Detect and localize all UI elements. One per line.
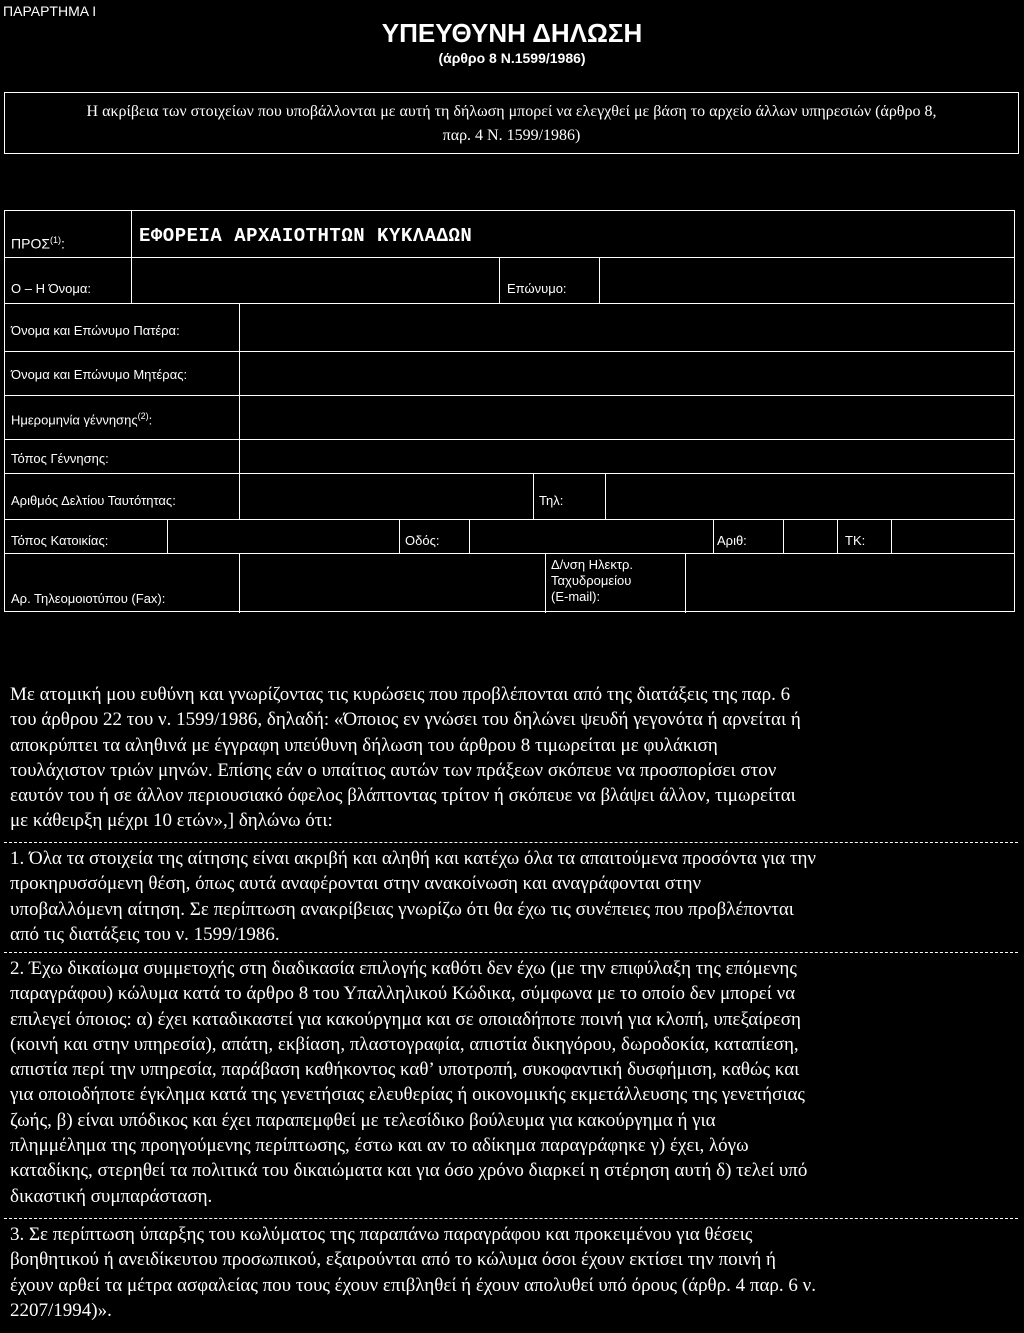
col-divider bbox=[891, 519, 892, 553]
col-divider bbox=[131, 211, 132, 303]
birthplace-field[interactable] bbox=[245, 443, 1005, 469]
postcode-label: ΤΚ: bbox=[845, 533, 866, 548]
residence-label: Τόπος Κατοικίας: bbox=[11, 533, 109, 548]
phone-field[interactable] bbox=[611, 479, 1007, 513]
row-divider bbox=[5, 257, 1014, 258]
row-divider bbox=[5, 439, 1014, 440]
id-number-field[interactable] bbox=[245, 479, 527, 513]
col-divider bbox=[399, 519, 400, 553]
col-divider bbox=[533, 473, 534, 519]
name-label: Ο – Η Όνομα: bbox=[11, 281, 91, 296]
id-number-label: Αριθμός Δελτίου Ταυτότητας: bbox=[11, 493, 176, 508]
row-divider bbox=[5, 473, 1014, 474]
page-title: ΥΠΕΥΘΥΝΗ ΔΗΛΩΣΗ bbox=[381, 18, 643, 48]
birthdate-label: Ημερομηνία γέννησης$^{(2)}$: bbox=[11, 411, 153, 428]
declaration-intro: Με ατομική μου ευθύνη και γνωρίζοντας τις κυρώσεις που προβλέπονται από της διατάξεις της παρ. 6 του άρθρου 22 του ν. 1599/1986, δηλαδή: «Όποιος εν γνώσει του δηλώνει ψευδή γεγονότα ή αρνείται ή αποκρύπτει τα αληθινά με έγγραφη υπεύθυνη δήλωση του άρθρου 8 τιμωρείται με φυλάκιση τουλάχιστον τριών μηνών. Επίσης εάν ο υπαίτιος αυτών των πράξεων σκόπευε να προσπορίσει στον εαυτόν του ή σε άλλον περιουσιακό όφελος βλάπτοντας τρίτον ή σκόπευε να βλάψει άλλον, τιμωρείται με κάθειρξη μέχρι 10 ετών»,] δηλώνω ότι: bbox=[10, 684, 801, 832]
fax-label: Αρ. Τηλεομοιοτύπου (Fax): bbox=[11, 591, 166, 606]
to-label: ΠΡΟΣ$^{(1)}$: bbox=[11, 235, 65, 252]
col-divider bbox=[685, 553, 686, 613]
street-label: Οδός: bbox=[405, 533, 440, 548]
notice-line-1: Η ακρίβεια των στοιχείων που υποβάλλονται με αυτή τη δήλωση μπορεί να ελεγχθεί με βάση το αρχείο άλλων υπηρεσιών (άρθρο 8, bbox=[86, 103, 937, 120]
father-name-label: Όνομα και Επώνυμο Πατέρα: bbox=[11, 323, 180, 338]
col-divider bbox=[469, 519, 470, 553]
annex-label: ΠΑΡΑΡΤΗΜΑ Ι bbox=[3, 3, 97, 19]
col-divider bbox=[783, 519, 784, 553]
notice-line-2: παρ. 4 Ν. 1599/1986) bbox=[442, 127, 581, 144]
declarant-form bbox=[4, 210, 1015, 612]
declaration-item-2: 2. Έχω δικαίωμα συμμετοχής στη διαδικασία επιλογής καθότι δεν έχω (με την επιφύλαξη της επόμενης παραγράφου) κώλυμα κατά το άρθρο 8 του Υπαλληλικού Κώδικα, σύμφωνα με το οποίο δεν μπορεί να επιλεγεί όποιος: α) έχει καταδικαστεί για κακούργημα και σε οποιαδήποτε ποινή για κλοπή, υπεξαίρεση (κοινή και στην υπηρεσία), απάτη, εκβίαση, πλαστογραφία, απιστία δικηγόρου, δωροδοκία, καταπίεση, απιστία περί την υπηρεσία, παράβαση καθήκοντος καθ’ υποτροπή, συκοφαντική δυσφήμιση, καθώς και για οποιοδήποτε έγκλημα κατά της γενετήσιας ελευθερίας ή οικονομικής εκμετάλλευσης της γενετήσιας ζωής, β) είναι υπόδικος και έχει παραπεμφθεί με τελεσίδικο βούλευμα για κακούργημα ή για πλημμέλημα της προηγούμενης περίπτωσης, έστω και αν το αδίκημα παραγράφηκε γ) έχει, λόγω καταδίκης, στερηθεί τα πολιτικά του δικαιώματα και για όσο χρόνο διαρκεί η στέρηση αυτή δ) τελεί υπό δικαστική συμπαράσταση. bbox=[10, 958, 808, 1207]
row-divider bbox=[5, 519, 1014, 520]
row-divider bbox=[5, 553, 1014, 554]
col-divider bbox=[239, 553, 240, 613]
declaration-item-3: 3. Σε περίπτωση ύπαρξης του κωλύματος της παραπάνω παραγράφου και προκειμένου για θέσεις βοηθητικού ή ανειδίκευτου προσωπικού, εξαιρούνται από το κώλυμα όσοι έχουν εκτίσει την ποινή ή έχουν αρθεί τα μέτρα ασφαλείας που τους έχουν επιβληθεί ή έχουν απολυθεί υπό όρους (άρθρ. 4 παρ. 6 ν. 2207/1994)». bbox=[10, 1224, 816, 1321]
col-divider bbox=[605, 473, 606, 519]
to-value: ΕΦΟΡΕΙΑ ΑΡΧΑΙΟΤΗΤΩΝ ΚΥΚΛΑΔΩΝ bbox=[139, 225, 473, 247]
mother-name-field[interactable] bbox=[245, 355, 1005, 391]
col-divider bbox=[167, 519, 168, 553]
phone-label: Τηλ: bbox=[539, 493, 564, 508]
col-divider bbox=[713, 519, 714, 553]
dashed-divider bbox=[4, 1218, 1018, 1219]
birthplace-label: Τόπος Γέννησης: bbox=[11, 451, 109, 466]
row-divider bbox=[5, 351, 1014, 352]
dashed-divider bbox=[4, 842, 1018, 843]
street-number-label: Αριθ: bbox=[717, 533, 747, 548]
name-field[interactable] bbox=[139, 265, 493, 297]
col-divider bbox=[837, 519, 838, 553]
birthdate-field[interactable] bbox=[245, 399, 1005, 435]
row-divider bbox=[5, 395, 1014, 396]
accuracy-notice bbox=[4, 100, 1019, 148]
col-divider bbox=[499, 257, 500, 303]
declaration-item-1: 1. Όλα τα στοιχεία της αίτησης είναι ακριβή και αληθή και κατέχω όλα τα απαιτούμενα προσόντα για την προκηρυσσόμενη θέση, όπως αυτά αναφέρονται στην ανακοίνωση και αναγράφονται στην υποβαλλόμενη αίτηση. Σε περίπτωση ανακρίβειας γνωρίζω ότι θα έχω τις συνέπειες που προβλέπονται από τις διατάξεις του ν. 1599/1986. bbox=[10, 848, 817, 945]
dashed-divider bbox=[4, 952, 1018, 953]
mother-name-label: Όνομα και Επώνυμο Μητέρας: bbox=[11, 367, 188, 382]
col-divider bbox=[239, 303, 240, 519]
surname-label: Επώνυμο: bbox=[507, 281, 567, 296]
surname-field[interactable] bbox=[607, 265, 1007, 297]
father-name-field[interactable] bbox=[245, 309, 1005, 345]
email-label: Δ/νση Ηλεκτρ. Ταχυδρομείου (E-mail): bbox=[551, 557, 633, 604]
col-divider bbox=[599, 257, 600, 303]
col-divider bbox=[545, 553, 546, 613]
row-divider bbox=[5, 303, 1014, 304]
page-subtitle: (άρθρο 8 Ν.1599/1986) bbox=[438, 50, 586, 66]
